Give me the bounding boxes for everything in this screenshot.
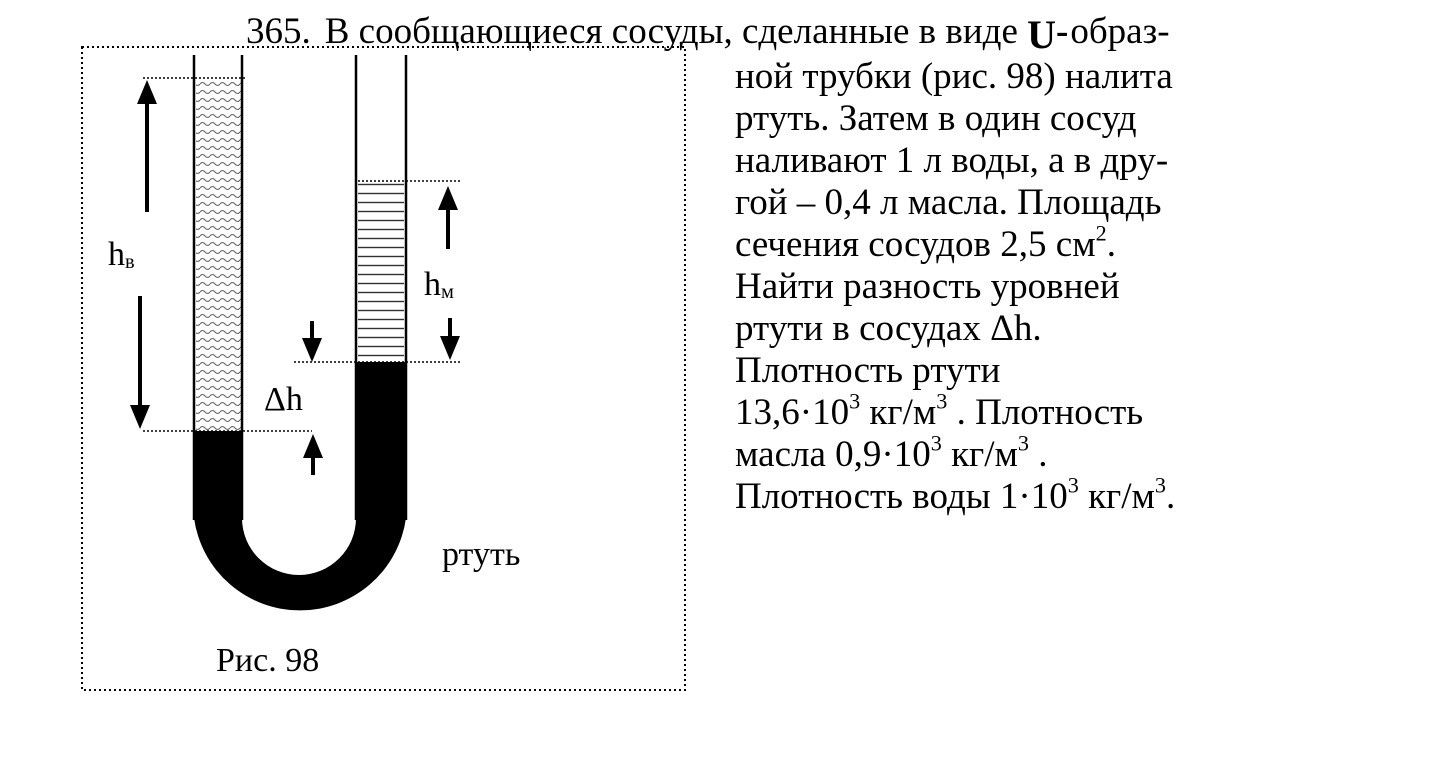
water-column — [196, 78, 241, 431]
problem-first-line-tail: образ- — [1070, 11, 1170, 52]
h-water-label — [108, 238, 135, 272]
water-density-tail: . — [1166, 476, 1176, 517]
h-water-arrow-up-icon — [137, 80, 157, 104]
oil-density-unit: кг/м — [941, 434, 1018, 475]
oil-density-tail: . — [1029, 434, 1048, 475]
u-letter: U — [1027, 12, 1057, 57]
water-density-exponent: 3 — [1067, 472, 1079, 498]
mercury-density-unit: кг/м — [860, 392, 937, 433]
problem-line: наливают 1 л воды, а в дру- — [735, 140, 1169, 181]
h-oil-main: h — [424, 266, 441, 303]
oil-density-exponent: 3 — [930, 430, 942, 456]
mercury-density-exponent: 3 — [849, 388, 861, 414]
delta-h-label: Δh — [264, 381, 303, 418]
water-density-unit: кг/м — [1078, 476, 1155, 517]
h-oil-subscript: м — [441, 281, 454, 304]
h-water-subscript: в — [125, 251, 135, 274]
problem-line: ртуть. Затем в один сосуд — [735, 98, 1137, 139]
section-area-end: . — [1106, 224, 1116, 265]
water-density-base: Плотность воды 1·10 — [735, 476, 1068, 517]
section-area-exponent: 2 — [1095, 220, 1107, 246]
mercury-density-base: 13,6·10 — [735, 392, 850, 433]
oil-density-unit-exponent: 3 — [1017, 430, 1030, 456]
problem-first-line-text: В сообщающиеся сосуды, сделанные в виде — [324, 11, 1018, 52]
figure-caption: Рис. 98 — [216, 642, 320, 679]
section-area-text: сечения сосудов 2,5 см — [735, 224, 1096, 265]
mercury-density-tail: . Плотность — [947, 392, 1144, 433]
h-oil-arrow-up-icon — [438, 186, 458, 210]
mercury-density-unit-exponent: 3 — [936, 388, 948, 414]
problem-line: гой – 0,4 л масла. Площадь — [735, 182, 1162, 223]
delta-line: ртути в сосудах Δh. — [735, 308, 1042, 349]
h-water-main: h — [108, 236, 125, 273]
problem-line: ной трубки (рис. 98) налита — [735, 56, 1173, 97]
problem-number: 365. — [246, 11, 311, 52]
mercury-density-label: Плотность ртути — [735, 350, 1001, 391]
h-water-arrow-down-icon — [130, 405, 150, 429]
oil-column — [358, 181, 404, 362]
water-density-unit-exponent: 3 — [1154, 472, 1167, 498]
u-dash: - — [1056, 11, 1069, 52]
find-line: Найти разность уровней — [735, 266, 1120, 307]
delta-h-arrow-down-icon — [302, 338, 322, 362]
oil-density-base: масла 0,9·10 — [735, 434, 931, 475]
mercury-label: ртуть — [442, 536, 521, 573]
delta-h-arrow-up-icon — [303, 434, 323, 458]
h-oil-label — [424, 268, 454, 302]
h-oil-arrow-down-icon — [440, 336, 460, 360]
